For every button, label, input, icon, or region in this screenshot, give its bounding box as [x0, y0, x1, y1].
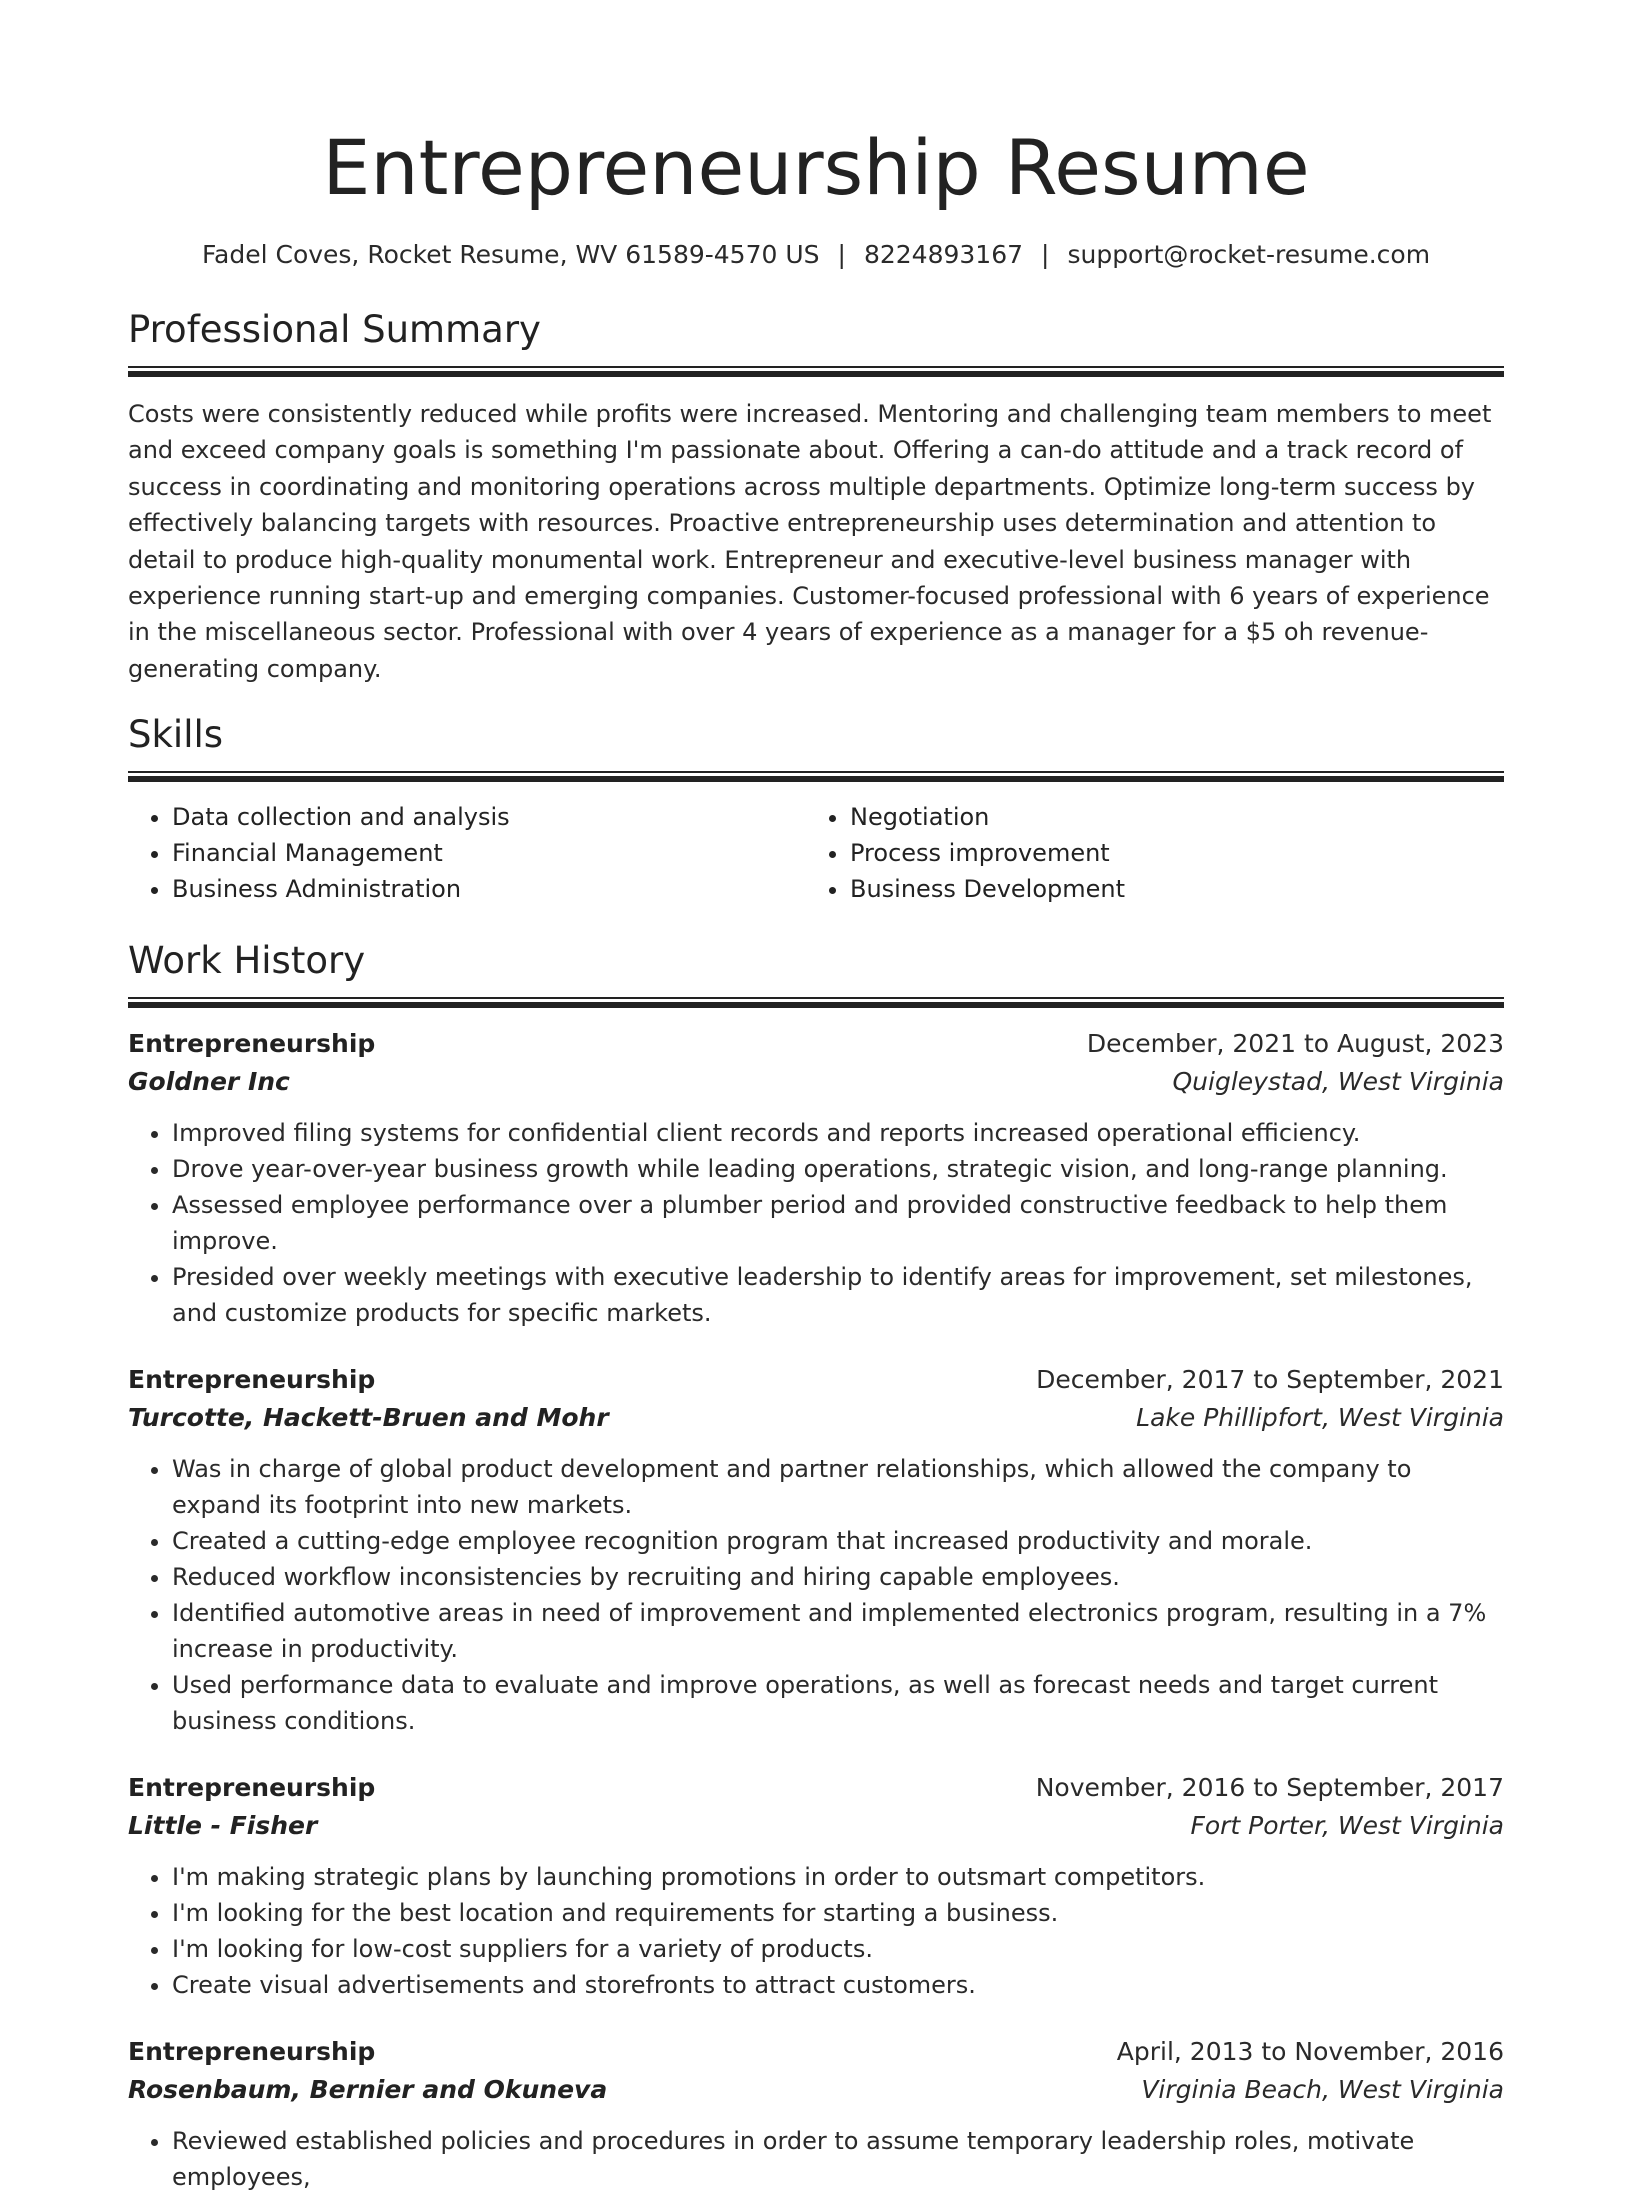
job-title: Entrepreneurship [128, 2037, 376, 2067]
skill-item: • Financial Management [172, 835, 806, 871]
job-location: Quigleystad, West Virginia [1172, 1067, 1504, 1097]
summary-section [128, 306, 1504, 687]
skills-column-left [128, 799, 806, 907]
job-bullet: • Identified automotive areas in need of improvement and implemented electronics program, resulting in a 7% increase in productivity. [172, 1595, 1504, 1667]
job-dates: December, 2021 to August, 2023 [1086, 1029, 1504, 1059]
job-company: Rosenbaum, Bernier and Okuneva [128, 2075, 608, 2105]
contact-address: Fadel Coves, Rocket Resume, WV 61589-4570 US [201, 240, 820, 269]
job-entry [128, 2033, 1504, 2195]
skills-heading: Skills [128, 713, 224, 757]
contact-email: support@rocket-resume.com [1067, 240, 1431, 269]
summary-text: Costs were consistently reduced while profits were increased. Mentoring and challenging team members to meet and exceed company goals is something I'm passionate about. Offering a can-do attitude and a track record of success in coordinating and monitoring operations across multiple departments. Optimize long-term success by effectively balancing targets with resources. Proactive entrepreneurship uses determination and attention to detail to produce high-quality monumental work. Entrepreneur and executive-level business manager with experience running start-up and emerging companies. Customer-focused professional with 6 years of experience in the miscellaneous sector. Professional with over 4 years of experience as a manager for a $5 oh revenue-generating company. [128, 400, 1492, 683]
skill-item: • Business Development [850, 871, 1484, 907]
job-bullet: • Presided over weekly meetings with executive leadership to identify areas for improvement, set milestones, and customize products for specific markets. [172, 1259, 1504, 1331]
job-title: Entrepreneurship [128, 1773, 376, 1803]
skills-section [128, 711, 1504, 907]
resume-page [128, 0, 1504, 2195]
job-title: Entrepreneurship [128, 1029, 376, 1059]
job-bullet: • I'm making strategic plans by launching promotions in order to outsmart competitors. [172, 1859, 1504, 1895]
contact-separator: | [1041, 240, 1050, 269]
contact-separator: | [837, 240, 846, 269]
job-location: Virginia Beach, West Virginia [1141, 2075, 1504, 2105]
job-company: Goldner Inc [128, 1067, 290, 1097]
summary-heading: Professional Summary [128, 308, 541, 351]
job-location: Lake Phillipfort, West Virginia [1136, 1403, 1504, 1433]
skill-item: • Negotiation [850, 799, 1484, 835]
section-divider [128, 997, 1504, 1007]
job-bullet: • Used performance data to evaluate and improve operations, as well as forecast needs and target current business conditions. [172, 1667, 1504, 1739]
job-bullet: • Reviewed established policies and procedures in order to assume temporary leadership roles, motivate employees, [172, 2123, 1504, 2195]
job-dates: December, 2017 to September, 2021 [1036, 1365, 1504, 1395]
job-bullet: • Assessed employee performance over a plumber period and provided constructive feedback to help them improve. [172, 1187, 1504, 1259]
work-section [128, 937, 1504, 2195]
job-bullet: • Improved filing systems for confidential client records and reports increased operational efficiency. [172, 1115, 1504, 1151]
job-bullets [128, 1451, 1504, 1739]
job-bullet: • Reduced workflow inconsistencies by recruiting and hiring capable employees. [172, 1559, 1504, 1595]
job-bullet: • I'm looking for the best location and requirements for starting a business. [172, 1895, 1504, 1931]
contact-line [128, 238, 1504, 272]
section-divider [128, 366, 1504, 376]
resume-title: Entrepreneurship Resume [322, 123, 1310, 212]
skill-item: • Data collection and analysis [172, 799, 806, 835]
job-bullets [128, 1859, 1504, 2003]
job-dates: November, 2016 to September, 2017 [1035, 1773, 1504, 1803]
job-bullet: • Created a cutting-edge employee recognition program that increased productivity and morale. [172, 1523, 1504, 1559]
job-bullet: • Was in charge of global product development and partner relationships, which allowed the company to expand its footprint into new markets. [172, 1451, 1504, 1523]
work-heading: Work History [128, 939, 366, 983]
skill-item: • Process improvement [850, 835, 1484, 871]
job-bullet: • Create visual advertisements and storefronts to attract customers. [172, 1967, 1504, 2003]
job-bullets [128, 1115, 1504, 1331]
job-dates: April, 2013 to November, 2016 [1116, 2037, 1504, 2067]
job-bullets [128, 2123, 1504, 2195]
job-entry [128, 1769, 1504, 2003]
job-location: Fort Porter, West Virginia [1190, 1811, 1504, 1841]
section-divider [128, 771, 1504, 781]
job-entry [128, 1025, 1504, 1331]
job-bullet: • Drove year-over-year business growth while leading operations, strategic vision, and long-range planning. [172, 1151, 1504, 1187]
job-title: Entrepreneurship [128, 1365, 376, 1395]
job-bullet: • I'm looking for low-cost suppliers for a variety of products. [172, 1931, 1504, 1967]
skills-list [128, 799, 1504, 907]
job-company: Little - Fisher [128, 1811, 318, 1841]
contact-phone: 8224893167 [863, 240, 1024, 269]
job-company: Turcotte, Hackett-Bruen and Mohr [128, 1403, 609, 1433]
skill-item: • Business Administration [172, 871, 806, 907]
skills-column-right [806, 799, 1484, 907]
job-entry [128, 1361, 1504, 1739]
